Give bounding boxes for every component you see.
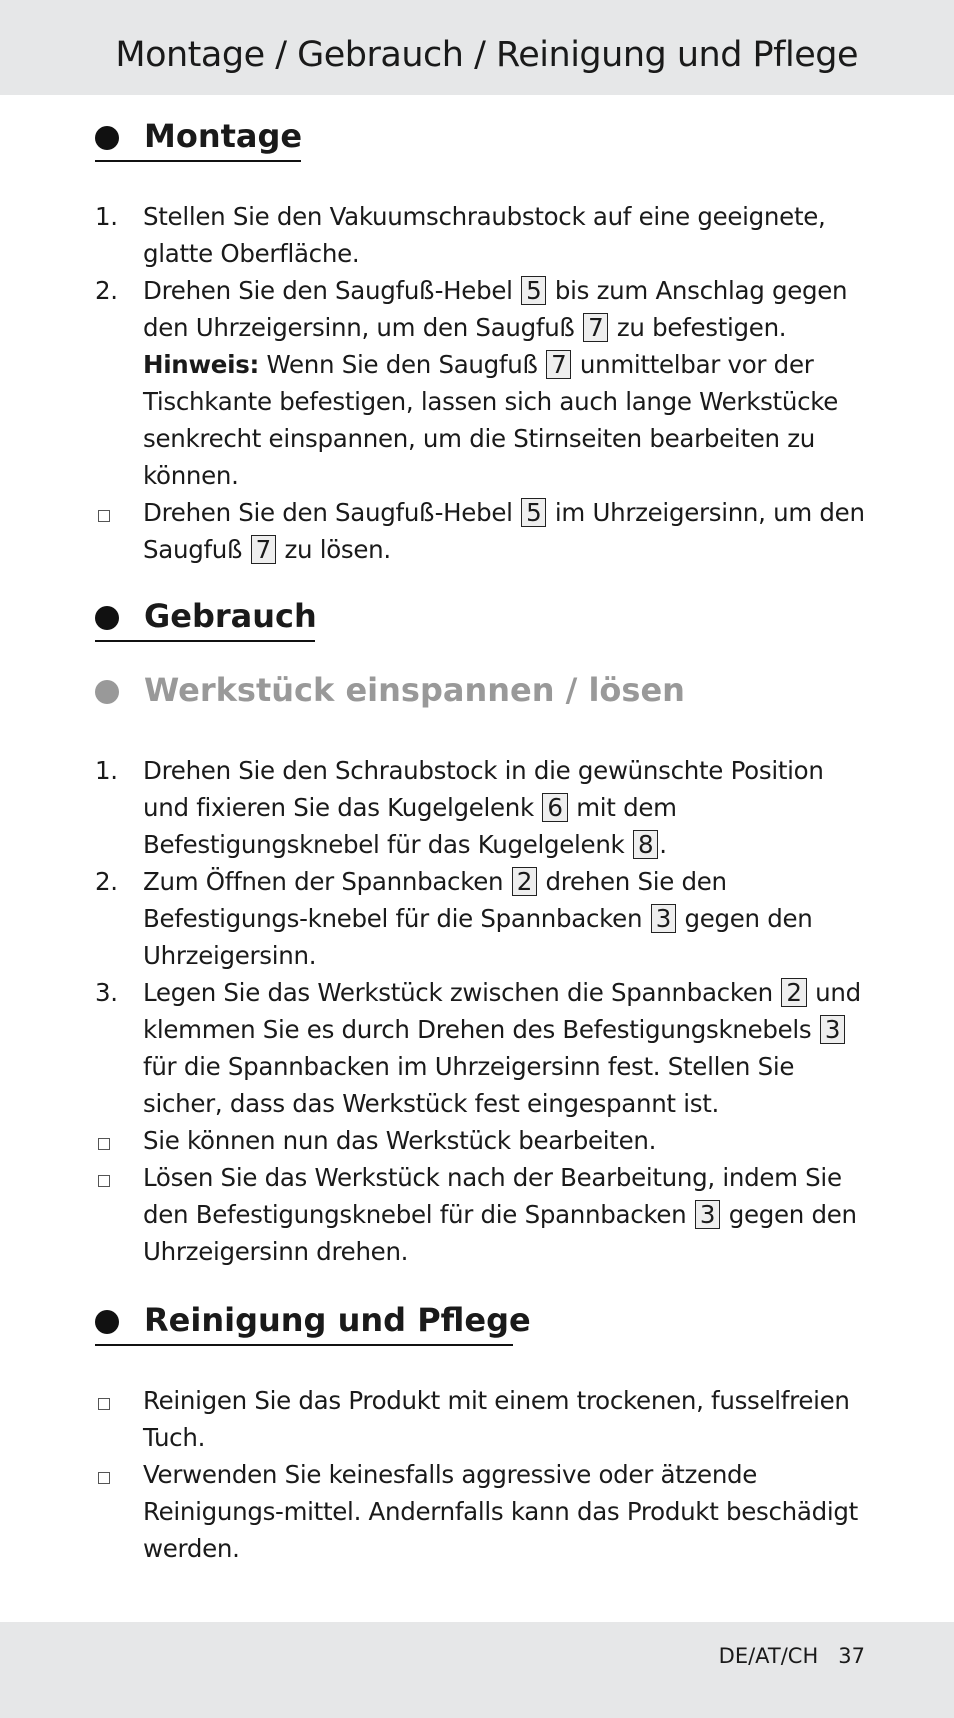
heading-bullet: [95, 1310, 119, 1334]
list-item: [95, 974, 870, 1122]
step-text: zu lösen.: [284, 535, 391, 564]
checkbox-bullet-icon: [98, 1398, 110, 1410]
step-number: 2.: [95, 276, 118, 305]
step-text: gegen den Uhrzeigersinn drehen.: [143, 1200, 857, 1266]
reinigung-steps: [95, 1382, 870, 1567]
footer-countries: DE/AT/CH: [718, 1644, 819, 1668]
page-title: Montage / Gebrauch / Reinigung und Pflege: [115, 35, 858, 75]
step-text: bis zum Anschlag gegen den Uhrzeigersinn, um den Saugfuß: [143, 276, 848, 342]
step-text: gegen den Uhrzeigersinn.: [143, 904, 813, 970]
step-text: für die Spannbacken im Uhrzeigersinn fest. Stellen Sie sicher, dass das Werkstück fest eingespannt ist.: [143, 1052, 795, 1118]
step-number: 3.: [95, 978, 118, 1007]
note-text: Wenn Sie den Saugfuß: [266, 350, 538, 379]
step-number: 1.: [95, 202, 118, 231]
part-ref-jaws: 2: [781, 978, 806, 1007]
part-ref-suction-lever: 5: [521, 498, 546, 527]
part-ref-ball-joint-knob: 8: [633, 830, 658, 859]
part-ref-suction-foot: 7: [583, 313, 608, 342]
heading-bullet: [95, 606, 119, 630]
list-item: [95, 1382, 870, 1456]
heading-underline: [95, 1344, 513, 1346]
step-text: Stellen Sie den Vakuumschraubstock auf eine geeignete, glatte Oberfläche.: [143, 202, 826, 268]
list-item: [95, 198, 870, 272]
step-text: Drehen Sie den Saugfuß-Hebel: [143, 498, 513, 527]
step-text: Reinigen Sie das Produkt mit einem trockenen, fusselfreien Tuch.: [143, 1386, 850, 1452]
part-ref-jaw-knob: 3: [695, 1200, 720, 1229]
list-item: [95, 1159, 870, 1270]
checkbox-bullet-icon: [98, 1175, 110, 1187]
section-heading-werkstueck: [95, 671, 695, 716]
page-number: 37: [838, 1644, 865, 1668]
part-ref-jaw-knob: 3: [651, 904, 676, 933]
step-text: Zum Öffnen der Spannbacken: [143, 867, 504, 896]
section-heading-montage: [95, 117, 303, 162]
list-item: [95, 1456, 870, 1567]
step-text: Legen Sie das Werkstück zwischen die Spannbacken: [143, 978, 773, 1007]
part-ref-suction-foot: 7: [546, 350, 571, 379]
montage-steps: [95, 198, 870, 568]
step-text: zu befestigen.: [616, 313, 787, 342]
step-text: Lösen Sie das Werkstück nach der Bearbeitung, indem Sie den Befestigungsknebel für die Spannbacken: [143, 1163, 842, 1229]
werkstueck-steps: [95, 752, 870, 1270]
footer: [719, 1646, 865, 1667]
list-item: [95, 752, 870, 863]
note-label: Hinweis:: [143, 350, 259, 379]
step-text: Sie können nun das Werkstück bearbeiten.: [143, 1126, 657, 1155]
step-text: Drehen Sie den Saugfuß-Hebel: [143, 276, 513, 305]
step-text: mit dem Befestigungsknebel für das Kugelgelenk: [143, 793, 677, 859]
step-text: .: [659, 830, 667, 859]
section-title: Reinigung und Pflege: [144, 1301, 531, 1339]
part-ref-jaw-knob: 3: [820, 1015, 845, 1044]
list-item: [95, 494, 870, 568]
list-item: [95, 863, 870, 974]
heading-underline: [95, 640, 315, 642]
section-heading-reinigung: [95, 1301, 531, 1346]
list-item: [95, 272, 870, 494]
part-ref-ball-joint: 6: [542, 793, 567, 822]
section-title: Werkstück einspannen / lösen: [144, 671, 685, 709]
part-ref-suction-foot: 7: [251, 535, 276, 564]
section-title: Gebrauch: [144, 597, 317, 635]
heading-bullet: [95, 680, 119, 704]
checkbox-bullet-icon: [98, 510, 110, 522]
list-item: [95, 1122, 870, 1159]
step-number: 2.: [95, 867, 118, 896]
note-text: unmittelbar vor der Tischkante befestigen, lassen sich auch lange Werkstücke senkrecht einspannen, um die Stirnseiten bearbeiten zu können.: [143, 350, 839, 490]
step-text: Verwenden Sie keinesfalls aggressive oder ätzende Reinigungs-mittel. Andernfalls kann das Produkt beschädigt werden.: [143, 1460, 858, 1563]
section-heading-gebrauch: [95, 597, 317, 642]
part-ref-suction-lever: 5: [521, 276, 546, 305]
step-text: drehen Sie den Befestigungs-knebel für die Spannbacken: [143, 867, 727, 933]
checkbox-bullet-icon: [98, 1138, 110, 1150]
heading-bullet: [95, 126, 119, 150]
section-title: Montage: [144, 117, 303, 155]
part-ref-jaws: 2: [512, 867, 537, 896]
heading-underline: [95, 160, 301, 162]
step-text: Drehen Sie den Schraubstock in die gewünschte Position und fixieren Sie das Kugelgelenk: [143, 756, 824, 822]
step-text: im Uhrzeigersinn, um den Saugfuß: [143, 498, 865, 564]
checkbox-bullet-icon: [98, 1472, 110, 1484]
footer-bar: [0, 1622, 954, 1718]
step-text: und klemmen Sie es durch Drehen des Befestigungsknebels: [143, 978, 861, 1044]
step-number: 1.: [95, 756, 118, 785]
